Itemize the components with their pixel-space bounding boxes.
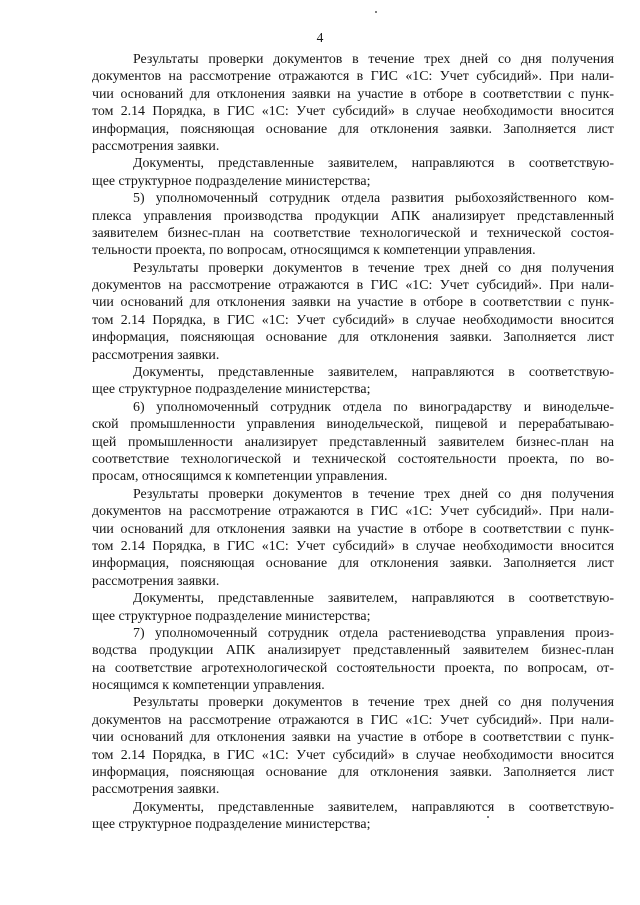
paragraph	[92, 590, 614, 625]
text-line: на соответствие агротехнологической состоятельности проекта, по вопросам, от-	[92, 660, 614, 676]
text-line: ской промышленности управления винодельческой, пищевой и перерабатываю-	[92, 417, 614, 433]
paragraph	[92, 260, 614, 364]
text-line: рассмотрения заявки.	[92, 573, 220, 589]
document-body	[92, 51, 614, 834]
text-line: информация, поясняющая основание для отклонения заявки. Заполняется лист	[92, 330, 614, 346]
text-line: информация, поясняющая основание для отклонения заявки. Заполняется лист	[92, 765, 614, 781]
text-line: документов на рассмотрение отражаются в ГИС «1С: Учет субсидий». При нали-	[92, 504, 614, 520]
text-line: Документы, представленные заявителем, направляются в соответствую-	[133, 591, 614, 607]
text-line: Результаты проверки документов в течение трех дней со дня получения	[133, 52, 614, 67]
paragraph	[92, 190, 614, 260]
text-line: документов на рассмотрение отражаются в ГИС «1С: Учет субсидий». При нали-	[92, 278, 614, 294]
text-line: чии оснований для отклонения заявки на участие в отборе в соответствии с пунк-	[92, 86, 614, 102]
text-line: просам, относящимся к компетенции управления.	[92, 469, 388, 485]
scan-speck	[487, 816, 489, 818]
text-line: щее структурное подразделение министерства;	[92, 817, 371, 833]
text-line: информация, поясняющая основание для отклонения заявки. Заполняется лист	[92, 121, 614, 137]
text-line: том 2.14 Порядка, в ГИС «1С: Учет субсидий» в случае необходимости вносится	[92, 104, 614, 120]
text-line: документов на рассмотрение отражаются в ГИС «1С: Учет субсидий». При нали-	[92, 69, 614, 85]
text-line: 5) уполномоченный сотрудник отдела развития рыбохозяйственного ком-	[133, 191, 614, 207]
text-line: Результаты проверки документов в течение трех дней со дня получения	[133, 486, 614, 502]
text-line: 6) уполномоченный сотрудник отдела по виноградарству и винодельче-	[133, 399, 614, 415]
text-line: 7) уполномоченный сотрудник отдела растениеводства управления произ-	[133, 625, 614, 641]
paragraph	[92, 364, 614, 399]
text-line: Документы, представленные заявителем, направляются в соответствую-	[133, 365, 614, 381]
text-line: щее структурное подразделение министерства;	[92, 608, 371, 624]
paragraph	[92, 155, 614, 190]
text-line: информация, поясняющая основание для отклонения заявки. Заполняется лист	[92, 556, 614, 572]
text-line: плекса управления производства продукции АПК анализирует представленный	[92, 208, 614, 224]
text-line: соответствие технологической и технической состоятельности проекта, по во-	[92, 451, 614, 467]
scan-speck	[375, 11, 377, 13]
text-line: щее структурное подразделение министерства;	[92, 173, 371, 189]
text-line: чии оснований для отклонения заявки на участие в отборе в соответствии с пунк-	[92, 521, 614, 537]
text-line: Результаты проверки документов в течение трех дней со дня получения	[133, 260, 614, 276]
text-line: рассмотрения заявки.	[92, 782, 220, 798]
paragraph	[92, 694, 614, 798]
text-line: том 2.14 Порядка, в ГИС «1С: Учет субсидий» в случае необходимости вносится	[92, 747, 614, 763]
text-line: рассмотрения заявки.	[92, 347, 220, 363]
text-line: заявителем бизнес-план на соответствие технологической и технической состоя-	[92, 225, 614, 241]
text-line: водства продукции АПК анализирует представленный заявителем бизнес-план	[92, 643, 614, 659]
text-line: Документы, представленные заявителем, направляются в соответствую-	[133, 156, 614, 172]
text-line: чии оснований для отклонения заявки на участие в отборе в соответствии с пунк-	[92, 730, 614, 746]
text-line: щее структурное подразделение министерства;	[92, 382, 371, 398]
paragraph	[92, 399, 614, 486]
text-line: том 2.14 Порядка, в ГИС «1С: Учет субсидий» в случае необходимости вносится	[92, 312, 614, 328]
paragraph	[92, 625, 614, 695]
text-line: носящимся к компетенции управления.	[92, 678, 325, 694]
page-number: 4	[316, 30, 324, 45]
text-line: тельности проекта, по вопросам, относящимся к компетенции управления.	[92, 243, 536, 259]
text-line: чии оснований для отклонения заявки на участие в отборе в соответствии с пунк-	[92, 295, 614, 311]
text-line: щей промышленности анализирует представленный заявителем бизнес-план на	[92, 434, 614, 450]
paragraph	[92, 51, 614, 155]
text-line: том 2.14 Порядка, в ГИС «1С: Учет субсидий» в случае необходимости вносится	[92, 538, 614, 554]
paragraph	[92, 799, 614, 834]
text-line: рассмотрения заявки.	[92, 138, 220, 154]
text-line: документов на рассмотрение отражаются в ГИС «1С: Учет субсидий». При нали-	[92, 712, 614, 728]
text-line: Документы, представленные заявителем, направляются в соответствую-	[133, 799, 614, 815]
text-line: Результаты проверки документов в течение трех дней со дня получения	[133, 695, 614, 711]
paragraph	[92, 486, 614, 590]
